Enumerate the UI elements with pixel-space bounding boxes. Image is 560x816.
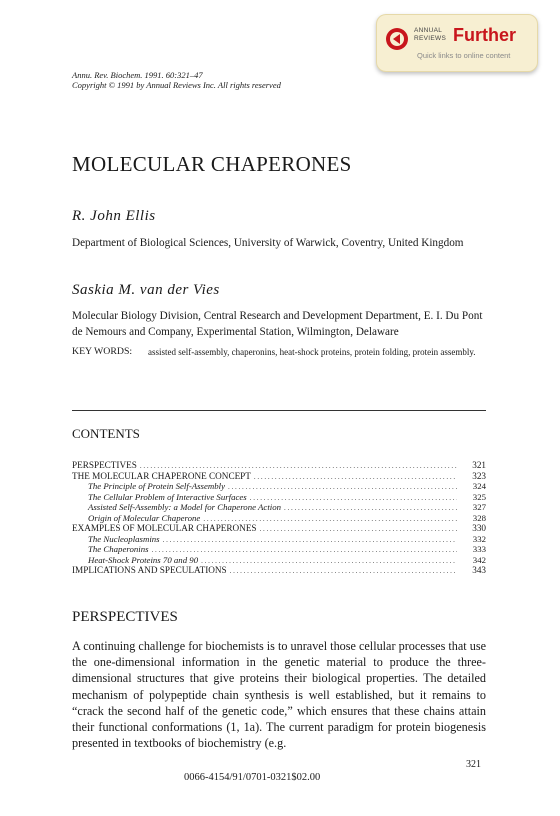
table-of-contents xyxy=(72,460,486,576)
author-affiliation-1: Department of Biological Sciences, University of Warwick, Coventry, United Kingdom xyxy=(72,237,464,249)
keywords-text: assisted self-assembly, chaperonins, heat-shock proteins, protein folding, protein assembly. xyxy=(148,347,476,357)
toc-page: 328 xyxy=(472,512,486,523)
journal-citation xyxy=(72,70,281,90)
toc-entry-nucleoplasmins[interactable] xyxy=(72,534,486,545)
toc-label: EXAMPLES OF MOLECULAR CHAPERONES xyxy=(72,523,257,533)
toc-entry-chaperonins[interactable] xyxy=(72,544,486,555)
toc-entry-perspectives[interactable] xyxy=(72,460,486,471)
banner-further: Further xyxy=(453,25,516,45)
toc-entry-assisted-self-assembly[interactable] xyxy=(72,502,486,513)
banner-annual-reviews-label xyxy=(414,27,446,43)
toc-leader-dots xyxy=(284,502,457,513)
article-title: MOLECULAR CHAPERONES xyxy=(72,152,352,176)
author-name-1: R. John Ellis xyxy=(72,208,156,224)
contents-heading: CONTENTS xyxy=(72,426,140,441)
toc-entry-self-assembly[interactable] xyxy=(72,481,486,492)
author-name-2: Saskia M. van der Vies xyxy=(72,282,220,298)
toc-label: Assisted Self-Assembly: a Model for Chaperone Action xyxy=(88,502,282,512)
toc-label: Origin of Molecular Chaperone xyxy=(88,512,201,523)
toc-entry-implications[interactable] xyxy=(72,565,486,576)
annual-reviews-logo-icon xyxy=(386,28,408,50)
toc-page: 324 xyxy=(472,481,486,491)
toc-leader-dots xyxy=(230,565,457,576)
citation-line-1: Annu. Rev. Biochem. 1991. 60:321–47 xyxy=(72,70,203,80)
toc-leader-dots xyxy=(254,471,457,482)
toc-label: The Nucleoplasmins xyxy=(88,533,160,544)
banner-tagline: Quick links to online content xyxy=(417,51,511,60)
toc-page: 342 xyxy=(472,554,486,565)
toc-leader-dots xyxy=(250,492,457,503)
toc-page: 327 xyxy=(472,502,486,512)
toc-entry-origin[interactable] xyxy=(72,513,486,524)
keywords-block xyxy=(72,346,492,359)
toc-page: 325 xyxy=(472,491,486,502)
toc-label: The Chaperonins xyxy=(88,544,149,554)
toc-leader-dots xyxy=(201,555,457,566)
article-code: 0066-4154/91/0701-0321$02.00 xyxy=(184,772,321,783)
toc-label: Heat-Shock Proteins 70 and 90 xyxy=(88,554,199,565)
toc-entry-chaperone-concept[interactable] xyxy=(72,471,486,482)
toc-page: 343 xyxy=(472,565,486,575)
toc-entry-interactive-surfaces[interactable] xyxy=(72,492,486,503)
toc-label: THE MOLECULAR CHAPERONE CONCEPT xyxy=(72,470,251,481)
section-divider xyxy=(72,410,486,411)
body-paragraph: A continuing challenge for biochemists is to unravel those cellular processes that use the one-dimensional information in the genetic material to produce the three-dimensional structures that give proteins their biological properties. The detailed mechanism of polypeptide chain synthesis is well established, but it remains to “crack the second half of the genetic code,” which ensures that these chains attain their functional conformations (1, 1a). The current paradigm for protein biogenesis presented in textbooks of biochemistry (e.g. xyxy=(72,639,486,751)
author-affiliation-2: Molecular Biology Division, Central Research and Development Department, E. I. Du Pont de Nemours and Company, Experimental Station, Wilmington, Delaware xyxy=(72,310,483,338)
annual-reviews-further-banner[interactable] xyxy=(376,14,538,72)
keywords-label: KEY WORDS: xyxy=(72,346,133,357)
toc-leader-dots xyxy=(228,481,457,492)
section-heading-perspectives: PERSPECTIVES xyxy=(72,609,178,625)
toc-entry-heat-shock[interactable] xyxy=(72,555,486,566)
toc-leader-dots xyxy=(260,523,457,534)
toc-leader-dots xyxy=(163,534,457,545)
toc-label: IMPLICATIONS AND SPECULATIONS xyxy=(72,565,227,575)
toc-label: The Cellular Problem of Interactive Surfaces xyxy=(88,491,247,502)
toc-leader-dots xyxy=(152,544,457,555)
banner-reviews: REVIEWS xyxy=(414,35,447,42)
toc-page: 332 xyxy=(472,533,486,544)
citation-line-2: Copyright © 1991 by Annual Reviews Inc. All rights reserved xyxy=(72,80,281,90)
toc-entry-examples[interactable] xyxy=(72,523,486,534)
toc-page: 321 xyxy=(472,460,486,470)
toc-page: 333 xyxy=(472,544,486,554)
toc-leader-dots xyxy=(203,513,457,524)
page-number: 321 xyxy=(466,759,481,770)
toc-label: The Principle of Protein Self-Assembly xyxy=(88,481,225,491)
toc-page: 330 xyxy=(472,523,486,533)
banner-annual: ANNUAL xyxy=(414,27,443,34)
toc-label: PERSPECTIVES xyxy=(72,460,137,470)
toc-leader-dots xyxy=(140,460,457,471)
toc-page: 323 xyxy=(472,470,486,481)
